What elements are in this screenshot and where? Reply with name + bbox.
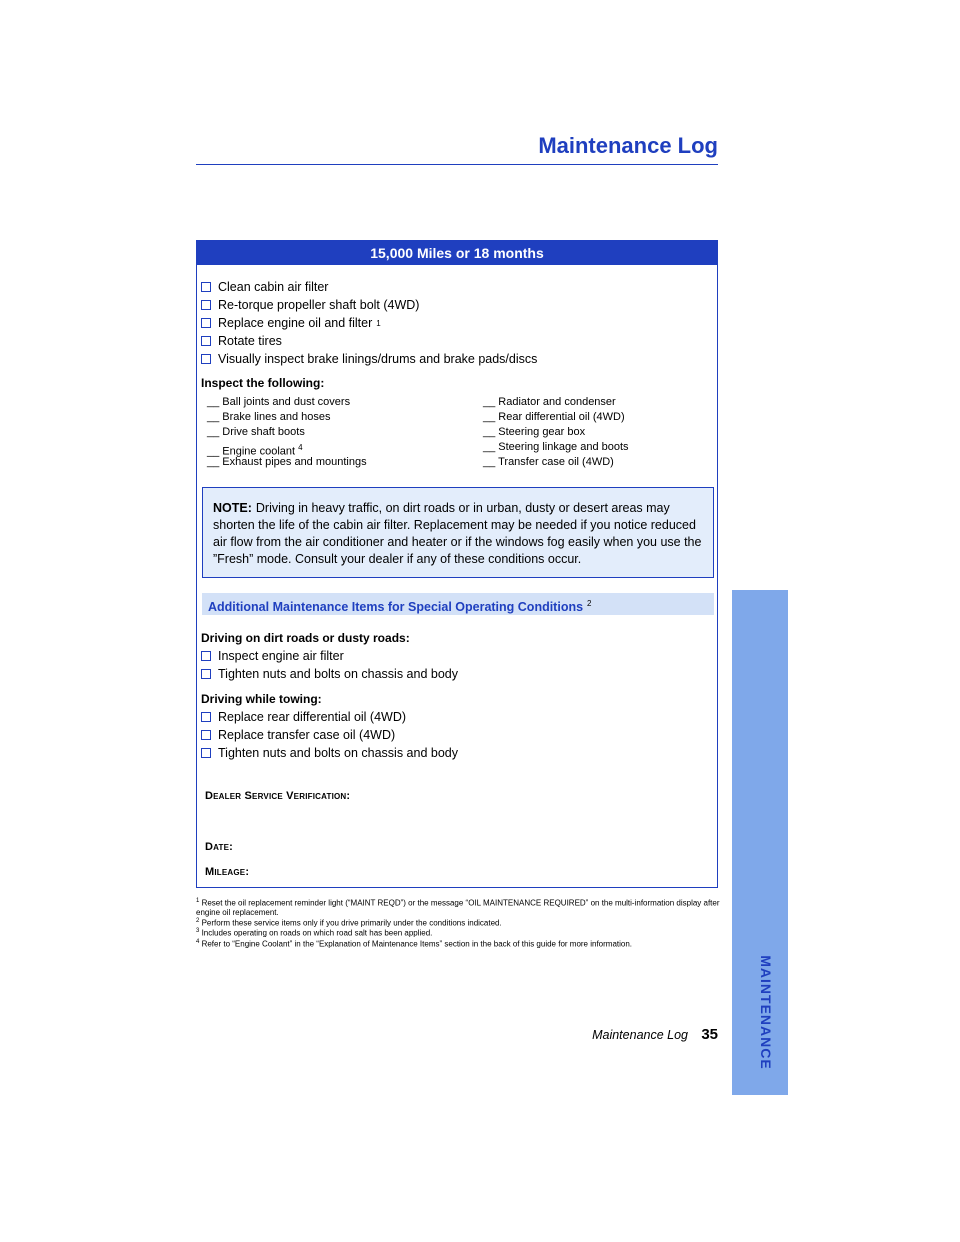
checklist-item: Replace engine oil and filter 1 bbox=[201, 314, 537, 332]
checklist-item: Re-torque propeller shaft bolt (4WD) bbox=[201, 296, 537, 314]
footnote: $^4$ Refer to “Engine Coolant” in the “Explanation of Maintenance Items” section in the back of this guide for more information. bbox=[196, 938, 633, 949]
checkbox-icon[interactable] bbox=[201, 300, 211, 310]
inspect-item: __ Brake lines and hoses bbox=[207, 411, 331, 423]
towing-list bbox=[201, 708, 458, 762]
checklist-item: Visually inspect brake linings/drums and brake pads/discs bbox=[201, 350, 537, 368]
checklist-item: Inspect engine air filter bbox=[201, 647, 458, 665]
footnote: $^2$ Perform these service items only if you drive primarily under the conditions indicated. bbox=[196, 917, 502, 928]
footnote-ref: 1 bbox=[376, 318, 381, 328]
note-label: NOTE: bbox=[213, 501, 252, 515]
inspect-item: __ Radiator and condenser bbox=[483, 396, 616, 408]
checkbox-icon[interactable] bbox=[201, 730, 211, 740]
checkbox-icon[interactable] bbox=[201, 354, 211, 364]
towing-title: Driving while towing: bbox=[201, 692, 322, 706]
checkbox-icon[interactable] bbox=[201, 318, 211, 328]
footnote-ref: 2 bbox=[587, 599, 592, 608]
special-conditions-bar: Additional Maintenance Items for Special Operating Conditions $^2$ bbox=[202, 593, 714, 615]
inspect-title: Inspect the following: bbox=[201, 376, 325, 390]
inspect-item: __ Drive shaft boots bbox=[207, 426, 305, 438]
footnotes bbox=[196, 897, 726, 949]
dealer-verification-label: Dealer Service Verification: bbox=[205, 790, 351, 802]
title-rule bbox=[196, 164, 718, 165]
checkbox-icon[interactable] bbox=[201, 651, 211, 661]
inspect-item: __ Transfer case oil (4WD) bbox=[483, 456, 614, 468]
checklist-item: Replace rear differential oil (4WD) bbox=[201, 708, 458, 726]
footnote: $^3$ Includes operating on roads on which road salt has been applied. bbox=[196, 928, 433, 938]
service-checklist bbox=[201, 278, 537, 368]
checklist-item: Tighten nuts and bolts on chassis and body bbox=[201, 744, 458, 762]
page-title: Maintenance Log bbox=[538, 133, 718, 158]
checkbox-icon[interactable] bbox=[201, 336, 211, 346]
page-number: 35 bbox=[701, 1026, 718, 1043]
checklist-item: Tighten nuts and bolts on chassis and body bbox=[201, 665, 458, 683]
inspect-item: __ Engine coolant $^4$ bbox=[207, 443, 303, 458]
footer-section-label: Maintenance Log bbox=[592, 1028, 688, 1042]
note-box bbox=[202, 487, 714, 578]
checklist-item: Replace transfer case oil (4WD) bbox=[201, 726, 458, 744]
inspect-item: __ Steering linkage and boots bbox=[483, 441, 629, 453]
checkbox-icon[interactable] bbox=[201, 712, 211, 722]
interval-heading: 15,000 Miles or 18 months bbox=[197, 241, 717, 265]
footnote: $^1$ Reset the oil replacement reminder light (“MAINT REQD”) or the message “OIL MAINTENANCE REQUIRED” on the multi-information display after engine oil replacement. bbox=[196, 898, 720, 917]
date-label: Date: bbox=[205, 841, 234, 853]
inspect-list-left bbox=[207, 395, 367, 470]
inspect-item: __ Ball joints and dust covers bbox=[207, 396, 351, 408]
dirt-roads-title: Driving on dirt roads or dusty roads: bbox=[201, 631, 410, 645]
checklist-item: Rotate tires bbox=[201, 332, 537, 350]
checklist-item: Clean cabin air filter bbox=[201, 278, 537, 296]
inspect-item: __ Steering gear box bbox=[483, 426, 586, 438]
inspect-item: __ Rear differential oil (4WD) bbox=[483, 411, 625, 423]
inspect-item: __ Exhaust pipes and mountings bbox=[207, 456, 367, 468]
mileage-label: Mileage: bbox=[205, 866, 250, 878]
footnote-ref: 4 bbox=[298, 443, 303, 452]
dirt-roads-list bbox=[201, 647, 458, 683]
side-tab-label: MAINTENANCE bbox=[758, 955, 774, 1070]
checkbox-icon[interactable] bbox=[201, 669, 211, 679]
inspect-list-right bbox=[483, 395, 629, 470]
maintenance-box bbox=[196, 240, 718, 888]
note-text: Driving in heavy traffic, on dirt roads or in urban, dusty or desert areas may shorten the life of the cabin air filter. Replacement may be needed if you notice reduced air flow from the air conditioner and heater or if the windows fog easily when you use the ”Fresh” mode. Consult your dealer if any of these conditions occur. bbox=[213, 501, 702, 566]
checkbox-icon[interactable] bbox=[201, 282, 211, 292]
checkbox-icon[interactable] bbox=[201, 748, 211, 758]
